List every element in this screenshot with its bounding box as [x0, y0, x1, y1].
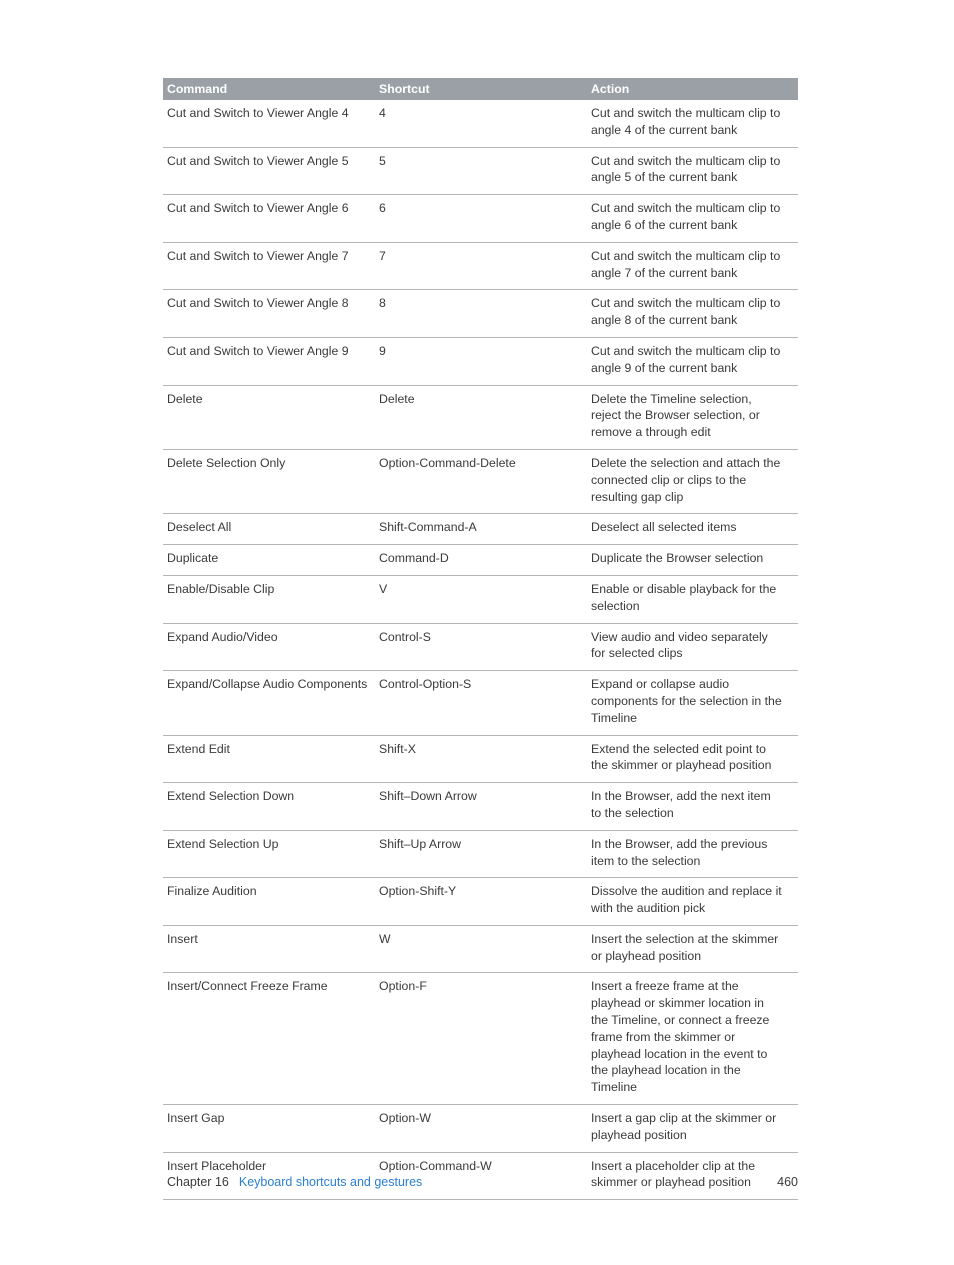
command-cell: Enable/Disable Clip	[163, 575, 375, 623]
action-cell: Dissolve the audition and replace it with the audition pick	[587, 878, 798, 926]
action-cell: Insert the selection at the skimmer or playhead position	[587, 925, 798, 973]
table-row	[163, 147, 798, 195]
action-cell: View audio and video separately for selected clips	[587, 623, 798, 671]
action-cell: In the Browser, add the previous item to the selection	[587, 830, 798, 878]
table-row	[163, 449, 798, 513]
shortcut-cell: 9	[375, 337, 587, 385]
action-cell: Insert a gap clip at the skimmer or playhead position	[587, 1105, 798, 1153]
shortcut-cell: Option-W	[375, 1105, 587, 1153]
table-row	[163, 735, 798, 783]
command-cell: Finalize Audition	[163, 878, 375, 926]
shortcut-cell: Shift–Down Arrow	[375, 783, 587, 831]
command-cell: Cut and Switch to Viewer Angle 4	[163, 100, 375, 147]
table-row	[163, 337, 798, 385]
shortcut-cell: Shift-X	[375, 735, 587, 783]
table-row	[163, 195, 798, 243]
command-cell: Cut and Switch to Viewer Angle 8	[163, 290, 375, 338]
command-cell: Cut and Switch to Viewer Angle 5	[163, 147, 375, 195]
header-action: Action	[587, 78, 798, 100]
command-cell: Delete Selection Only	[163, 449, 375, 513]
command-cell: Insert Gap	[163, 1105, 375, 1153]
chapter-label: Chapter 16	[167, 1175, 229, 1189]
shortcut-cell: Option-Command-Delete	[375, 449, 587, 513]
action-cell: In the Browser, add the next item to the selection	[587, 783, 798, 831]
shortcut-cell: Control-S	[375, 623, 587, 671]
table-row	[163, 100, 798, 147]
shortcut-cell: Shift–Up Arrow	[375, 830, 587, 878]
command-cell: Insert/Connect Freeze Frame	[163, 973, 375, 1105]
shortcut-cell: Command-D	[375, 545, 587, 576]
table-row	[163, 290, 798, 338]
command-cell: Delete	[163, 385, 375, 449]
action-cell: Cut and switch the multicam clip to angle 7 of the current bank	[587, 242, 798, 290]
command-cell: Expand Audio/Video	[163, 623, 375, 671]
action-cell: Expand or collapse audio components for the selection in the Timeline	[587, 671, 798, 735]
command-cell: Deselect All	[163, 514, 375, 545]
command-cell: Extend Selection Down	[163, 783, 375, 831]
command-cell: Insert Placeholder	[163, 1152, 375, 1200]
shortcut-cell: V	[375, 575, 587, 623]
table-row	[163, 830, 798, 878]
table-row	[163, 385, 798, 449]
action-cell: Extend the selected edit point to the skimmer or playhead position	[587, 735, 798, 783]
table-row	[163, 925, 798, 973]
page-footer	[167, 1173, 798, 1191]
action-cell: Delete the Timeline selection, reject the Browser selection, or remove a through edit	[587, 385, 798, 449]
command-cell: Extend Edit	[163, 735, 375, 783]
command-cell: Cut and Switch to Viewer Angle 6	[163, 195, 375, 243]
shortcut-cell: Delete	[375, 385, 587, 449]
shortcut-cell: 7	[375, 242, 587, 290]
action-cell: Cut and switch the multicam clip to angle 4 of the current bank	[587, 100, 798, 147]
action-cell: Cut and switch the multicam clip to angle 9 of the current bank	[587, 337, 798, 385]
shortcut-cell: 6	[375, 195, 587, 243]
header-shortcut: Shortcut	[375, 78, 587, 100]
action-cell: Insert a placeholder clip at the skimmer or playhead position	[587, 1152, 798, 1200]
table-row	[163, 1105, 798, 1153]
table-row	[163, 575, 798, 623]
action-cell: Cut and switch the multicam clip to angle 5 of the current bank	[587, 147, 798, 195]
action-cell: Delete the selection and attach the connected clip or clips to the resulting gap clip	[587, 449, 798, 513]
command-cell: Insert	[163, 925, 375, 973]
table-row	[163, 545, 798, 576]
shortcut-cell: 8	[375, 290, 587, 338]
command-cell: Cut and Switch to Viewer Angle 7	[163, 242, 375, 290]
action-cell: Insert a freeze frame at the playhead or skimmer location in the Timeline, or connect a freeze frame from the skimmer or playhead location in the event to the playhead location in the Timeline	[587, 973, 798, 1105]
action-cell: Cut and switch the multicam clip to angle 8 of the current bank	[587, 290, 798, 338]
table-row	[163, 242, 798, 290]
shortcut-cell: 5	[375, 147, 587, 195]
table-row	[163, 671, 798, 735]
shortcut-cell: Option-F	[375, 973, 587, 1105]
table-header-row	[163, 78, 798, 100]
page-number: 460	[777, 1175, 798, 1189]
action-cell: Enable or disable playback for the selection	[587, 575, 798, 623]
chapter-title-link[interactable]: Keyboard shortcuts and gestures	[238, 1175, 423, 1189]
shortcut-cell: 4	[375, 100, 587, 147]
command-cell: Extend Selection Up	[163, 830, 375, 878]
command-cell: Duplicate	[163, 545, 375, 576]
table-row	[163, 878, 798, 926]
command-cell: Expand/Collapse Audio Components	[163, 671, 375, 735]
table-row	[163, 623, 798, 671]
shortcut-cell: Shift-Command-A	[375, 514, 587, 545]
shortcut-cell: Option-Command-W	[375, 1152, 587, 1200]
action-cell: Cut and switch the multicam clip to angle 6 of the current bank	[587, 195, 798, 243]
table-row	[163, 973, 798, 1105]
action-cell: Duplicate the Browser selection	[587, 545, 798, 576]
table-row	[163, 783, 798, 831]
shortcut-cell: Option-Shift-Y	[375, 878, 587, 926]
command-cell: Cut and Switch to Viewer Angle 9	[163, 337, 375, 385]
header-command: Command	[163, 78, 375, 100]
table-row	[163, 514, 798, 545]
shortcut-cell: W	[375, 925, 587, 973]
keyboard-shortcuts-table	[163, 78, 798, 1200]
action-cell: Deselect all selected items	[587, 514, 798, 545]
shortcut-cell: Control-Option-S	[375, 671, 587, 735]
table-body	[163, 100, 798, 1200]
